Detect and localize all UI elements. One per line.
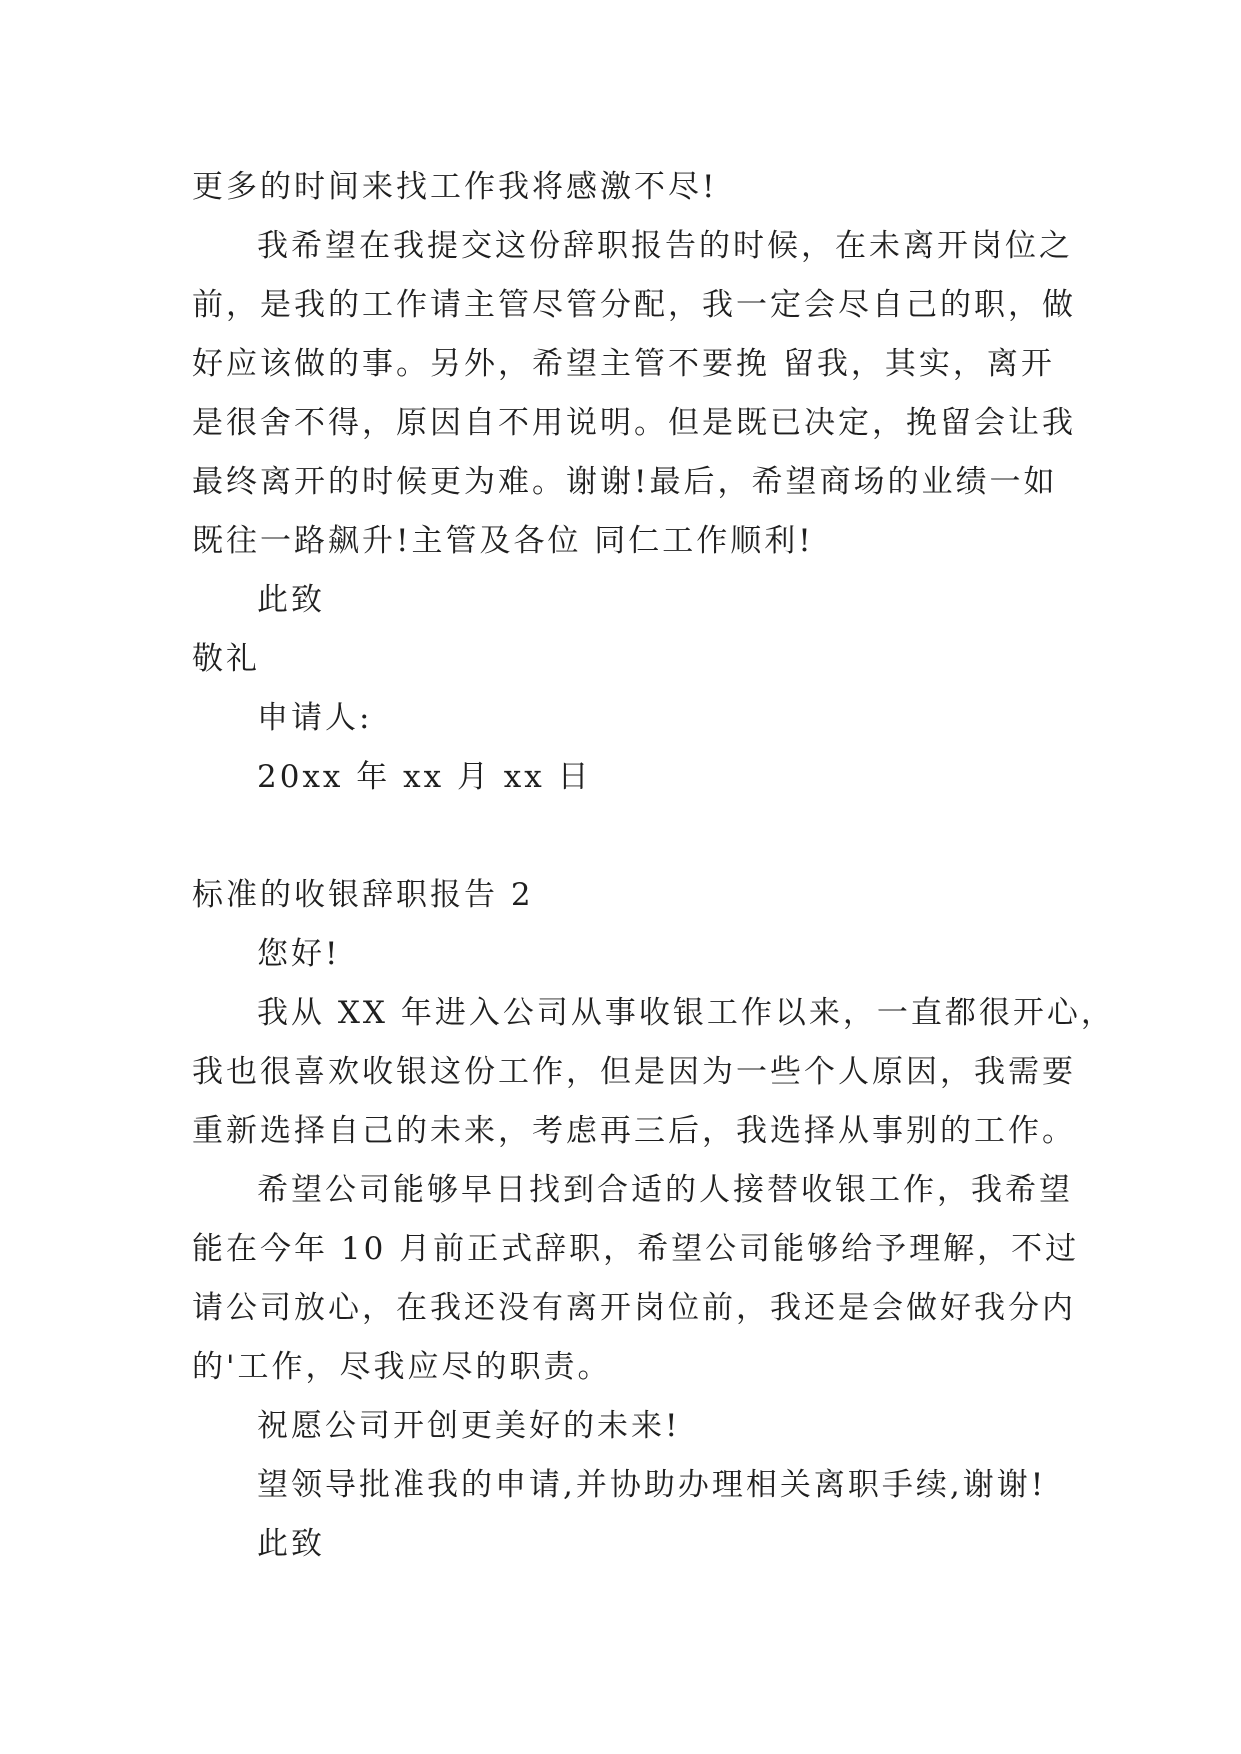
text-line: 好应该做的事。另外，希望主管不要挽 留我，其实，离开: [192, 346, 1055, 382]
text-line: 前，是我的工作请主管尽管分配，我一定会尽自己的职，做: [192, 287, 1076, 323]
text-line: 既往一路飙升!主管及各位 同仁工作顺利!: [192, 523, 814, 559]
text-line: 能在今年 10 月前正式辞职，希望公司能够给予理解，不过: [192, 1231, 1080, 1267]
section-gap: [192, 807, 1072, 866]
document-body: [192, 158, 1115, 1574]
closing-salutation: 此致: [257, 1526, 325, 1562]
text-line: 是很舍不得，原因自不用说明。但是既已决定，挽留会让我: [192, 405, 1076, 441]
applicant-label: 申请人:: [257, 700, 373, 736]
closing-respect: 敬礼: [192, 641, 260, 677]
date-line: 20xx 年 xx 月 xx 日: [257, 759, 592, 795]
text-line: 更多的时间来找工作我将感激不尽!: [192, 169, 718, 205]
text-line: 祝愿公司开创更美好的未来!: [257, 1408, 681, 1444]
text-line: 我希望在我提交这份辞职报告的时候，在未离开岗位之: [257, 228, 1073, 264]
greeting: 您好!: [257, 936, 341, 972]
text-line: 的'工作，尽我应尽的职责。: [192, 1349, 612, 1385]
text-line: 我从 XX 年进入公司从事收银工作以来，一直都很开心，: [257, 995, 1115, 1031]
text-line: 我也很喜欢收银这份工作，但是因为一些个人原因，我需要: [192, 1054, 1076, 1090]
text-line: 望领导批准我的申请,并协助办理相关离职手续,谢谢!: [257, 1467, 1047, 1503]
closing-salutation: 此致: [257, 582, 325, 618]
text-line: 最终离开的时候更为难。谢谢!最后，希望商场的业绩一如: [192, 464, 1058, 500]
text-line: 请公司放心，在我还没有离开岗位前，我还是会做好我分内: [192, 1290, 1076, 1326]
text-line: 希望公司能够早日找到合适的人接替收银工作，我希望: [257, 1172, 1073, 1208]
text-line: 重新选择自己的未来，考虑再三后，我选择从事别的工作。: [192, 1113, 1076, 1149]
section-title: 标准的收银辞职报告 2: [192, 877, 534, 913]
